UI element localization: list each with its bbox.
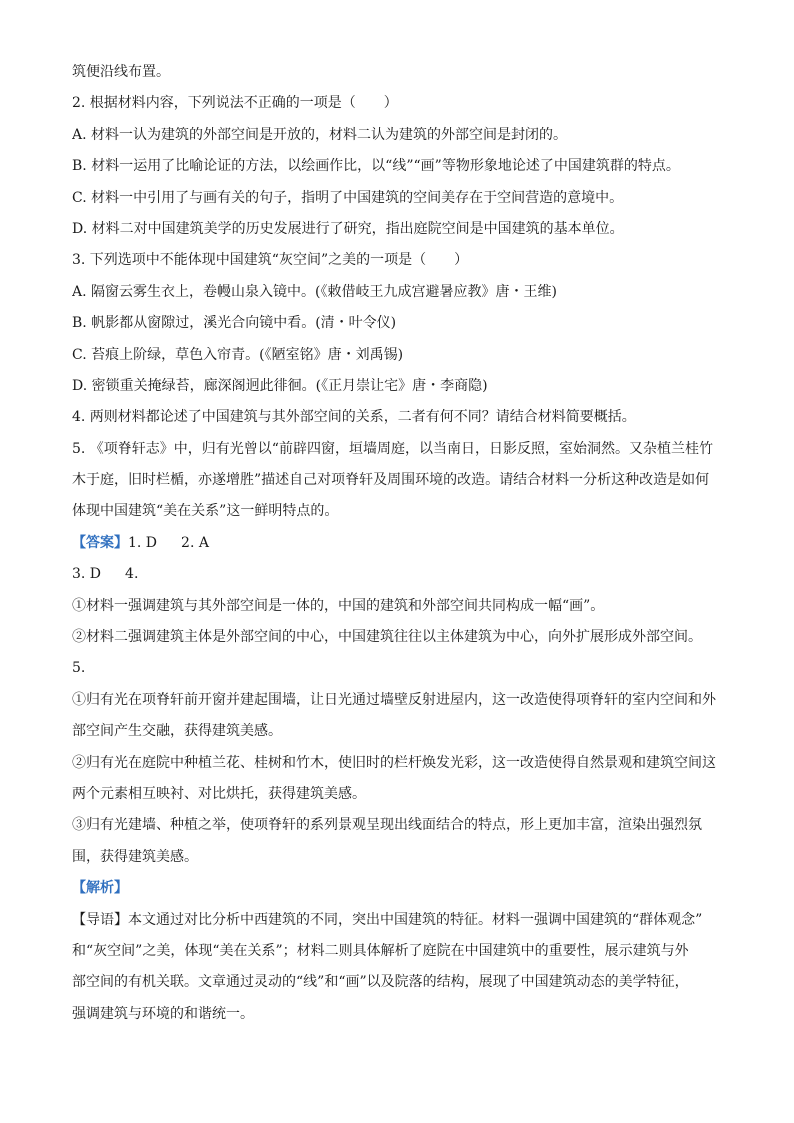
analysis-text-line: 和“灰空间”之美，体现“美在关系”；材料二则具体解析了庭院在中国建筑中的重要性，展示建筑与外 — [72, 942, 689, 959]
option-3d: D. 密锁重关掩绿苔，廊深阁迥此徘徊。(《正月崇让宅》唐・李商隐) — [72, 377, 488, 394]
answer-item-2: 2. A — [181, 534, 209, 551]
option-2b: B. 材料一运用了比喻论证的方法，以绘画作比，以“线”“画”等物形象地论述了中国建筑群的特点。 — [72, 158, 680, 175]
analysis-label: 【解析】 — [72, 880, 128, 897]
answer-text-line: ②材料二强调建筑主体是外部空间的中心，中国建筑往往以主体建筑为中心，向外扩展形成外部空间。 — [72, 629, 702, 646]
analysis-heading — [72, 878, 722, 898]
answer-line-1 — [72, 533, 722, 553]
answer-line-2 — [72, 564, 722, 584]
analysis-text-line: 强调建筑与环境的和谐统一。 — [72, 1005, 254, 1022]
question-5-line-2: 木于庭，旧时栏楯，亦遂增胜”描述自己对项脊轩及周围环境的改造。请结合材料一分析这种改造是如何 — [72, 472, 710, 489]
answer-label: 【答案】 — [72, 534, 128, 551]
answer-text-line: 两个元素相互映衬、对比烘托，获得建筑美感。 — [72, 785, 366, 802]
option-2d: D. 材料二对中国建筑美学的历史发展进行了研究，指出庭院空间是中国建筑的基本单位。 — [72, 220, 624, 237]
answer-item-1: 1. D — [128, 534, 158, 551]
answer-text-line: ①归有光在项脊轩前开窗并建起围墙，让日光通过墙壁反射进屋内，这一改造使得项脊轩的室内空间和外 — [72, 691, 716, 708]
answer-item-3: 3. D — [72, 566, 102, 583]
analysis-text-line: 部空间的有机关联。文章通过灵动的“线”和“画”以及院落的结构，展现了中国建筑动态的美学特征， — [72, 974, 689, 991]
question-4: 4. 两则材料都论述了中国建筑与其外部空间的关系，二者有何不同？请结合材料简要概括。 — [72, 409, 636, 426]
question-3: 3. 下列选项中不能体现中国建筑“灰空间”之美的一项是（ ） — [72, 252, 469, 269]
option-3a: A. 隔窗云雾生衣上，卷幔山泉入镜中。(《敕借岐王九成宫避暑应教》唐・王维) — [72, 283, 557, 300]
answer-text-line: ①材料一强调建筑与其外部空间是一体的，中国的建筑和外部空间共同构成一幅“画”。 — [72, 597, 605, 614]
answer-text-line: ②归有光在庭院中种植兰花、桂树和竹木，使旧时的栏杆焕发光彩，这一改造使得自然景观和建筑空间这 — [72, 754, 716, 771]
option-2c: C. 材料一中引用了与画有关的句子，指明了中国建筑的空间美存在于空间营造的意境中。 — [72, 189, 624, 206]
answer-text-line: ③归有光建墙、种植之举，使项脊轩的系列景观呈现出线面结合的特点，形上更加丰富，渲染出强烈氛 — [72, 817, 702, 834]
text-line: 筑便沿线布置。 — [72, 64, 170, 80]
answer-text-line: 5. — [72, 660, 86, 677]
question-5-line-1: 5. 《项脊轩志》中，归有光曾以“前辟四窗，垣墙周庭，以当南日，日影反照，室始洞然。又杂植兰桂竹 — [72, 440, 713, 457]
question-2: 2. 根据材料内容，下列说法不正确的一项是（ ） — [72, 95, 398, 112]
analysis-text-line: 【导语】本文通过对比分析中西建筑的不同，突出中国建筑的特征。材料一强调中国建筑的“群体观念” — [72, 911, 703, 928]
answer-text-line: 围，获得建筑美感。 — [72, 848, 198, 865]
question-5-line-3: 体现中国建筑“美在关系”这一鲜明特点的。 — [72, 503, 339, 520]
option-3b: B. 帆影都从窗隙过，溪光合向镜中看。(清・叶令仪) — [72, 315, 397, 332]
option-2a: A. 材料一认为建筑的外部空间是开放的，材料二认为建筑的外部空间是封闭的。 — [72, 126, 568, 143]
answer-item-4: 4. — [125, 566, 139, 583]
answer-text-line: 部空间产生交融，获得建筑美感。 — [72, 723, 282, 740]
option-3c: C. 苔痕上阶绿，草色入帘青。(《陋室铭》唐・刘禹锡) — [72, 346, 404, 363]
document-page — [72, 62, 722, 1035]
